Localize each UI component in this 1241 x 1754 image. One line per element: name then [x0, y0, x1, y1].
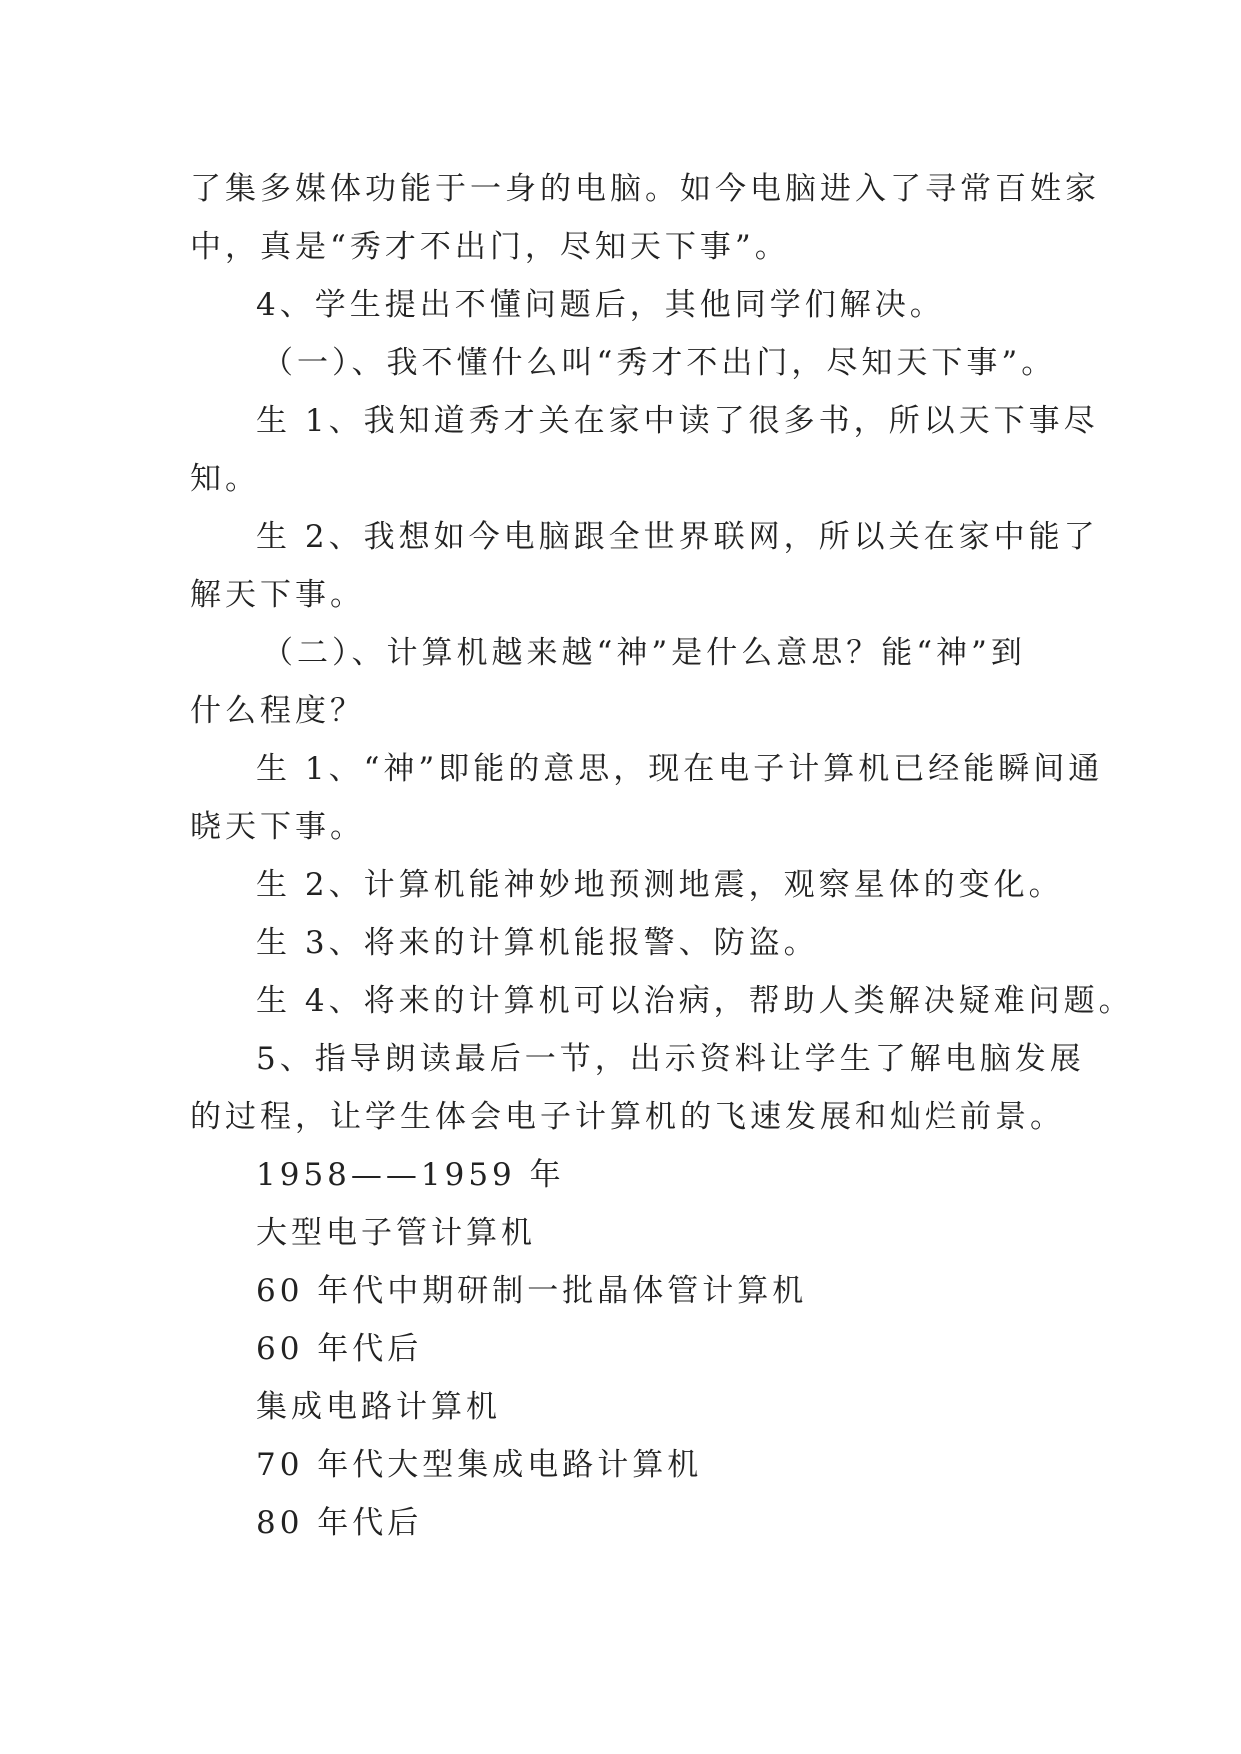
text-line: 生 1、我知道秀才关在家中读了很多书，所以天下事尽	[256, 403, 1099, 439]
text-line: 集成电路计算机	[256, 1389, 501, 1425]
text-line: 的过程，让学生体会电子计算机的飞速发展和灿烂前景。	[190, 1099, 1065, 1135]
text-line: 5、指导朗读最后一节，出示资料让学生了解电脑发展	[256, 1041, 1085, 1077]
text-line: 60 年代后	[256, 1331, 423, 1367]
text-line: 什么程度？	[190, 693, 365, 729]
text-line: 中，真是“秀才不出门，尽知天下事”。	[190, 229, 790, 265]
text-line: 生 4、将来的计算机可以治病，帮助人类解决疑难问题。	[256, 983, 1134, 1019]
text-line: 了集多媒体功能于一身的电脑。如今电脑进入了寻常百姓家	[190, 171, 1100, 207]
text-line: 晓天下事。	[190, 809, 365, 845]
text-line: 生 1、“神”即能的意思，现在电子计算机已经能瞬间通	[256, 751, 1104, 787]
text-line: （二）、计算机越来越“神”是什么意思？能“神”到	[262, 635, 1026, 671]
text-line: 生 2、我想如今电脑跟全世界联网，所以关在家中能了	[256, 519, 1099, 555]
text-line: （一）、我不懂什么叫“秀才不出门，尽知天下事”。	[262, 345, 1057, 381]
text-line: 60 年代中期研制一批晶体管计算机	[256, 1273, 808, 1309]
body-text	[190, 160, 1134, 1552]
text-line: 1958——1959 年	[256, 1157, 565, 1193]
text-line: 80 年代后	[256, 1505, 423, 1541]
text-line: 大型电子管计算机	[256, 1215, 536, 1251]
text-line: 生 3、将来的计算机能报警、防盗。	[256, 925, 819, 961]
text-line: 生 2、计算机能神妙地预测地震，观察星体的变化。	[256, 867, 1064, 903]
text-line: 知。	[190, 461, 260, 497]
text-line: 4、学生提出不懂问题后，其他同学们解决。	[256, 287, 945, 323]
text-line: 解天下事。	[190, 577, 365, 613]
text-line: 70 年代大型集成电路计算机	[256, 1447, 703, 1483]
